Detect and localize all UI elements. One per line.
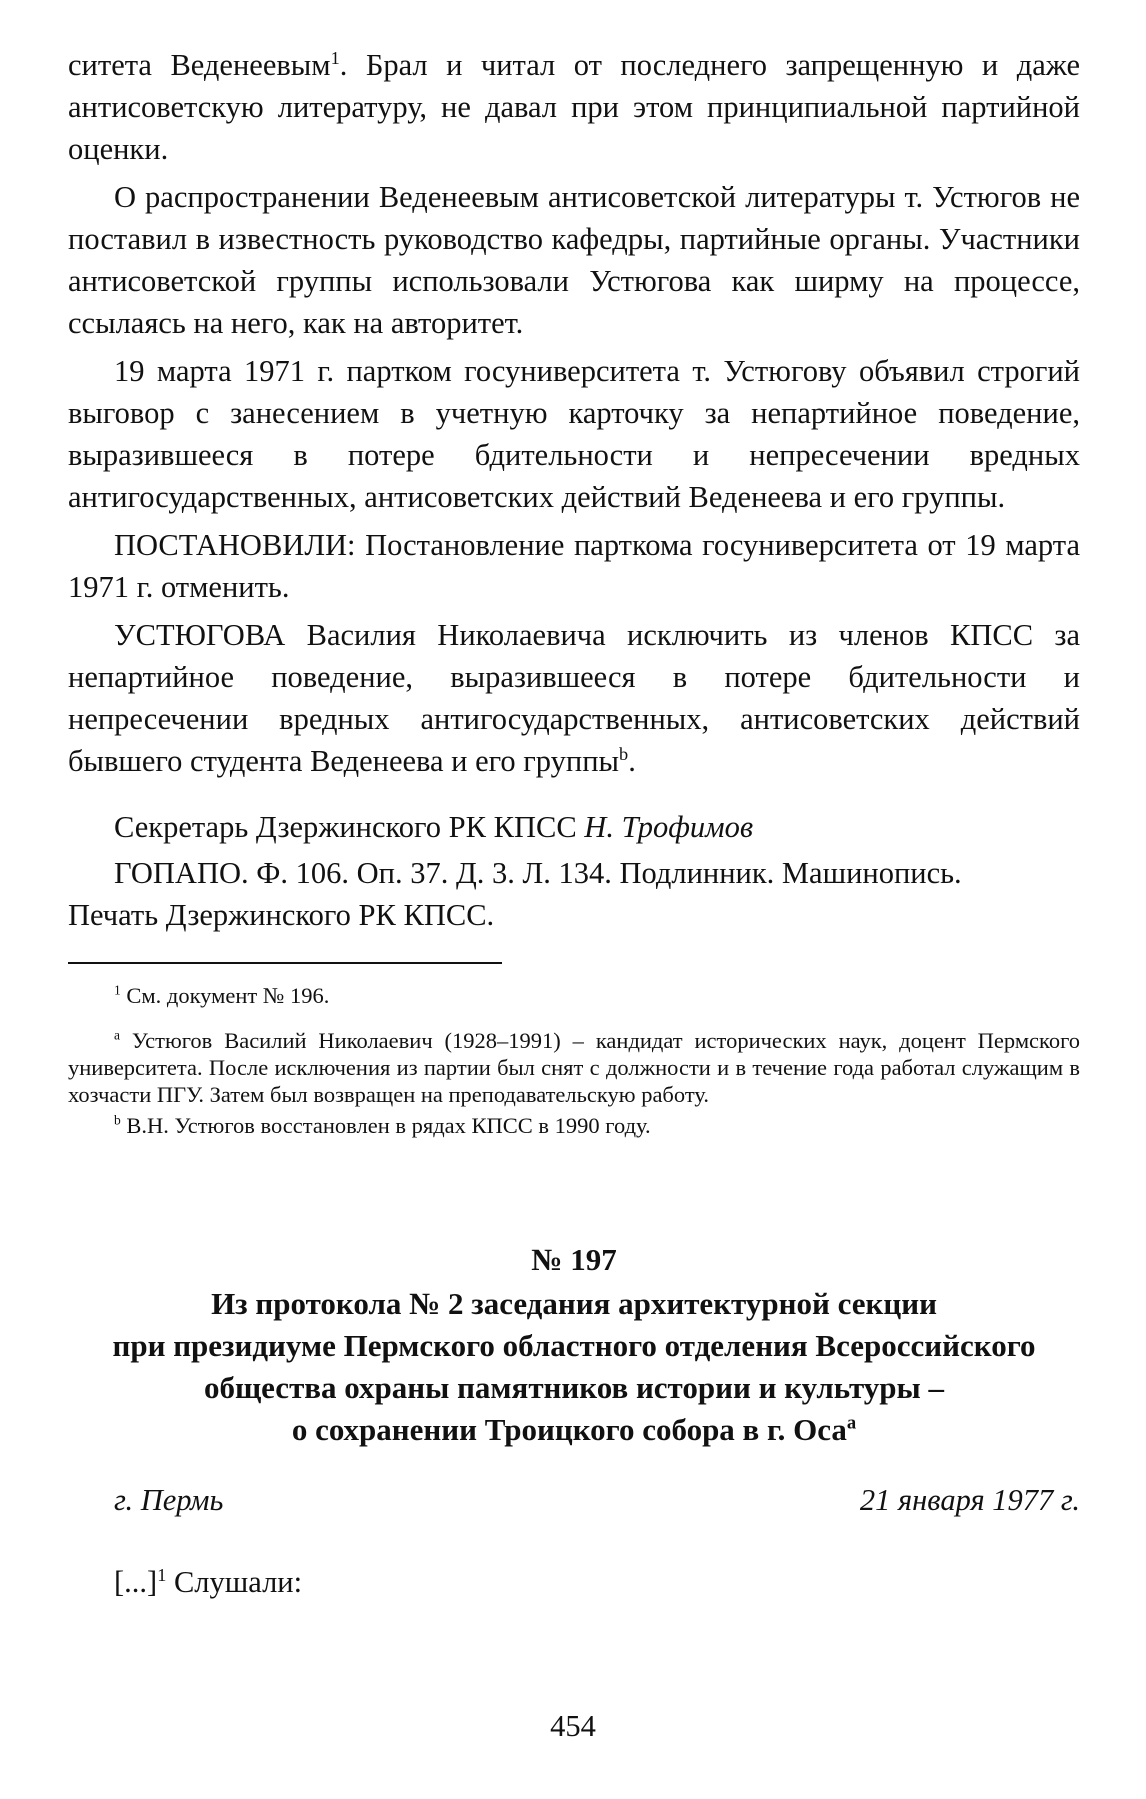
archive-reference: ГОПАПО. Ф. 106. Оп. 37. Д. 3. Л. 134. Подлинник. Машинопись. bbox=[114, 856, 962, 890]
paragraph-5: УСТЮГОВА Василия Николаевича исключить из членов КПСС за непартийное поведение, выразившееся в потере бдительности и непресечении вредных антигосударственных, антисоветских действий бывшего студента Веденеева и его группы$^b$. bbox=[68, 618, 1080, 778]
document-date: 21 января 1977 г. bbox=[859, 1483, 1080, 1517]
paragraph-resolved: ПОСТАНОВИЛИ: Постановление парткома госуниверситета от 19 марта 1971 г. отменить. bbox=[68, 528, 1080, 604]
footnote-divider bbox=[68, 962, 502, 964]
archive-seal-note: Печать Дзержинского РК КПСС. bbox=[68, 898, 495, 932]
title-footnote-ref-a: a bbox=[846, 1412, 857, 1434]
signature-line: Секретарь Дзержинского РК КПСС Н. Трофимов bbox=[114, 810, 754, 844]
footnote-ref-1: 1 bbox=[330, 47, 340, 68]
footnote-ref-b: b bbox=[619, 743, 629, 764]
place-date-line bbox=[68, 1479, 1080, 1521]
heard-line: [...]$^1$ Слушали: bbox=[114, 1564, 303, 1599]
document-number: № 197 bbox=[531, 1242, 617, 1277]
paragraph-2: О распространении Веденеевым антисоветской литературы т. Устюгов не поставил в известность руководство кафедры, партийные органы. Участники антисоветской группы использовали Устюгова как ширму на процессе, ссылаясь на него, как на авторитет. bbox=[68, 180, 1080, 340]
footnote-b: $^b$ В.Н. Устюгов восстановлен в рядах КПСС в 1990 году. bbox=[114, 1112, 651, 1138]
footnote-a: $^a$ Устюгов Василий Николаевич (1928–1991) – кандидат исторических наук, доцент Пермского университета. После исключения из партии был снят с должности и в течение года работал служащим в хозчасти ПГУ. Затем был возвращен на преподавательскую работу. bbox=[68, 1027, 1080, 1107]
document-title: Из протокола № 2 заседания архитектурной секции при президиуме Пермского областного отделения Всероссийского общества охраны памятников истории и культуры – о сохранении Троицкого собора в г. Оса$^a$ bbox=[112, 1286, 1036, 1447]
footnote-1: $^1$ См. документ № 196. bbox=[114, 982, 330, 1008]
document-place: г. Пермь bbox=[114, 1483, 224, 1517]
document-page bbox=[68, 44, 1080, 1603]
paragraph-1: ситета Веденеевым$^1$. Брал и читал от последнего запрещенную и даже антисоветскую литературу, не давал при этом принципиальной партийной оценки. bbox=[68, 47, 1080, 166]
page-number: 454 bbox=[550, 1709, 596, 1743]
paragraph-3: 19 марта 1971 г. партком госуниверситета т. Устюгову объявил строгий выговор с занесением в учетную карточку за непартийное поведение, выразившееся в потере бдительности и непресечении вредных антигосударственных, антисоветских действий Веденеева и его группы. bbox=[68, 354, 1080, 514]
signatory-name: Н. Трофимов bbox=[584, 810, 754, 844]
